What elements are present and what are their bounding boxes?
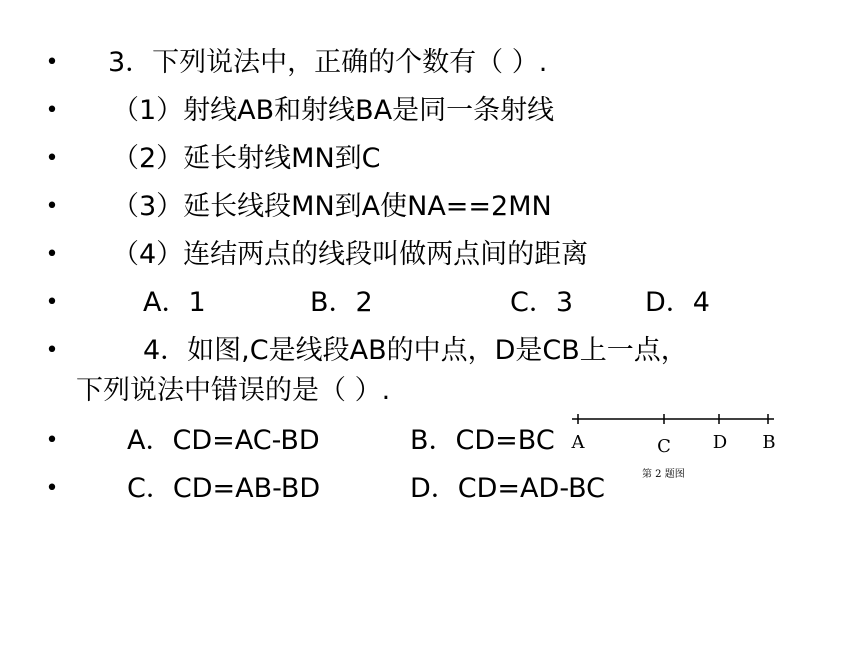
line-segment-figure	[568, 408, 783, 483]
bullet: •	[45, 146, 59, 171]
q3-statement-4: （4）连结两点的线段叫做两点间的距离	[112, 239, 589, 270]
bullet: •	[45, 428, 59, 453]
bullet: •	[45, 338, 59, 363]
point-label-b: B	[762, 432, 776, 453]
q3-option-c: C．3	[510, 287, 574, 318]
bullet: •	[45, 290, 59, 315]
q3-option-a: A．1	[143, 287, 206, 318]
bullet: •	[45, 242, 59, 267]
figure-caption: 第 2 题图	[642, 469, 685, 480]
q3-statement-3: （3）延长线段MN到A使NA==2MN	[112, 191, 552, 222]
q3-statement-1: （1）射线AB和射线BA是同一条射线	[112, 95, 555, 126]
bullet: •	[45, 98, 59, 123]
q4-option-d: D．CD=AD-BC	[410, 473, 605, 504]
q3-statement-2: （2）延长射线MN到C	[112, 143, 381, 174]
point-label-c: C	[657, 436, 671, 457]
point-label-d: D	[712, 432, 728, 453]
q4-option-a: A．CD=AC-BD	[127, 425, 320, 456]
q4-stem-line2: 下列说法中错误的是（ ）.	[76, 375, 391, 406]
q4-option-b: B．CD=BC	[410, 425, 555, 456]
q4-option-c: C．CD=AB-BD	[127, 473, 321, 504]
q3-option-b: B．2	[310, 287, 373, 318]
q3-stem: 3．下列说法中，正确的个数有（ ）.	[108, 47, 548, 78]
point-label-a: A	[571, 432, 585, 453]
bullet: •	[45, 476, 59, 501]
bullet: •	[45, 50, 59, 75]
bullet: •	[45, 194, 59, 219]
q3-option-d: D．4	[645, 287, 710, 318]
q4-stem-line1: 4．如图,C是线段AB的中点，D是CB上一点，	[143, 335, 688, 366]
line-segment-diagram	[568, 408, 783, 483]
